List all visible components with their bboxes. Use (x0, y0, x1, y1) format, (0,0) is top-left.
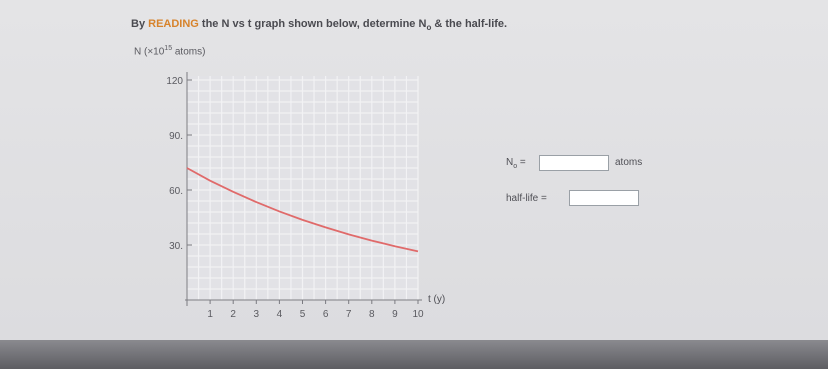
x-tick-label: 2 (230, 309, 236, 320)
halflife-label: half-life = (506, 193, 547, 204)
question-subscript: o (426, 23, 432, 33)
x-tick-label: 7 (345, 309, 352, 320)
y-axis-label-prefix: N (×10 (134, 46, 165, 58)
n0-label-subscript: o (513, 163, 518, 170)
y-axis-label-suffix: atoms) (172, 46, 206, 58)
n0-label-text: N (506, 157, 514, 168)
y-tick-label: 30. (169, 241, 183, 252)
x-tick-label: 3 (253, 309, 260, 320)
y-tick-label: 60. (169, 186, 183, 197)
x-tick-label: 8 (369, 309, 375, 320)
n0-unit: atoms (615, 157, 643, 168)
n0-label (506, 157, 526, 170)
x-axis-label: t (y) (428, 294, 446, 305)
x-tick-label: 1 (207, 309, 213, 320)
halflife-input[interactable] (569, 190, 639, 206)
x-tick-label: 4 (276, 309, 283, 320)
chart-grid (187, 76, 418, 300)
x-tick-label: 6 (322, 309, 329, 320)
question-prefix: By (131, 18, 149, 30)
y-axis-label-exponent: 15 (164, 45, 173, 52)
x-tick-label: 10 (412, 309, 424, 320)
y-tick-label: 90. (169, 131, 183, 142)
question-suffix: & the half-life. (431, 18, 508, 30)
question-highlight: READING (148, 18, 199, 30)
question-middle: the N vs t graph shown below, determine N (198, 18, 427, 30)
x-tick-label: 5 (299, 309, 306, 320)
x-tick-label: 9 (392, 309, 398, 320)
y-tick-label: 120 (166, 76, 183, 87)
n0-label-equals: = (517, 157, 526, 168)
n0-input[interactable] (539, 155, 609, 171)
